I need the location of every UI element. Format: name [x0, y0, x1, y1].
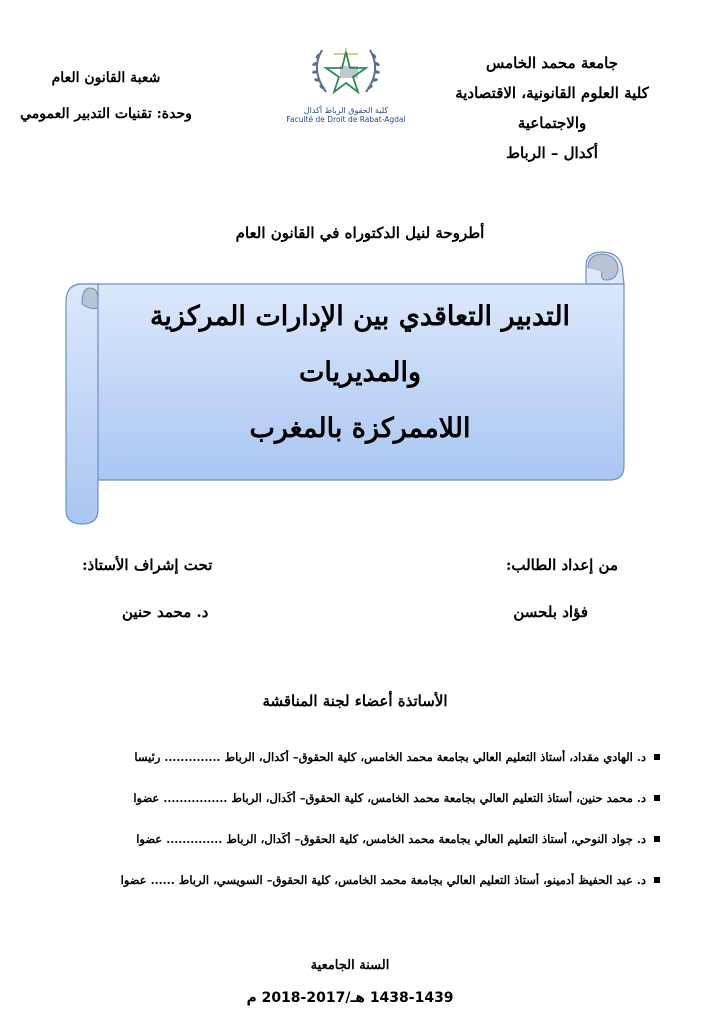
committee-title: الأساتذة أعضاء لجنة المناقشة [262, 692, 448, 710]
member-role: عضوا [120, 872, 147, 887]
bullet-icon [654, 877, 660, 883]
department-name: شعبة القانون العام [51, 70, 161, 86]
committee-member: د. جواد النوحي، أستاذ التعليم العالي بجامعة محمد الخامس، كلية الحقوق– أكَدال، الرباط .............. عضوا [40, 818, 660, 859]
thesis-title-line-2: اللاممركزة بالمغرب [249, 412, 471, 444]
supervisor-name: د. محمد حنين [122, 603, 209, 621]
thesis-title-line-1: التدبير التعاقدي بين الإدارات المركزية والمديريات [149, 300, 571, 388]
bullet-icon [654, 836, 660, 842]
university-name: جامعة محمد الخامس [485, 54, 618, 72]
committee-member: د. عبد الحفيظ أدمينو، أستاذ التعليم العالي بجامعة محمد الخامس، كلية الحقوق– السويسي، الرباط ...... عضوا [40, 859, 660, 900]
faculty-logo [282, 40, 410, 126]
university-header [422, 48, 682, 168]
author-label: من إعداد الطالب: [505, 556, 618, 574]
faculty-name: كلية العلوم القانونية، الاقتصادية والاجتماعية [455, 84, 649, 132]
thesis-type: أطروحة لنيل الدكتوراه في القانون العام [235, 224, 485, 242]
logo-french-caption: Faculté de Droit de Rabat-Agdal [286, 115, 406, 124]
department-header [6, 60, 206, 132]
logo-arabic-caption: كلية الحقوق الرباط أكدال [303, 106, 389, 115]
faculty-location: أكدال – الرباط [506, 144, 598, 162]
committee-member: د. محمد حنين، أستاذ التعليم العالي بجامعة محمد الخامس، كلية الحقوق– أكَدال، الرباط ................ عضوا [40, 777, 660, 818]
unit-name: وحدة: تقنيات التدبير العمومي [20, 106, 192, 122]
member-role: عضوا [136, 831, 163, 846]
committee-list [40, 736, 660, 900]
laurel-star-emblem-icon [282, 40, 410, 102]
member-role: عضوا [133, 790, 160, 805]
bullet-icon [654, 795, 660, 801]
author-name: فؤاد بلحسن [513, 603, 588, 621]
committee-member: د. الهادي مقداد، أستاذ التعليم العالي بجامعة محمد الخامس، كلية الحقوق– أكدال، الرباط .............. رئيسا [40, 736, 660, 777]
supervisor-label: تحت إشراف الأستاذ: [82, 556, 213, 574]
member-role: رئيسا [134, 749, 161, 764]
academic-year-label: السنة الجامعية [310, 958, 390, 973]
bullet-icon [654, 754, 660, 760]
thesis-title [95, 285, 625, 460]
academic-year: 1438-1439 هـ/2017-2018 م [246, 990, 454, 1006]
